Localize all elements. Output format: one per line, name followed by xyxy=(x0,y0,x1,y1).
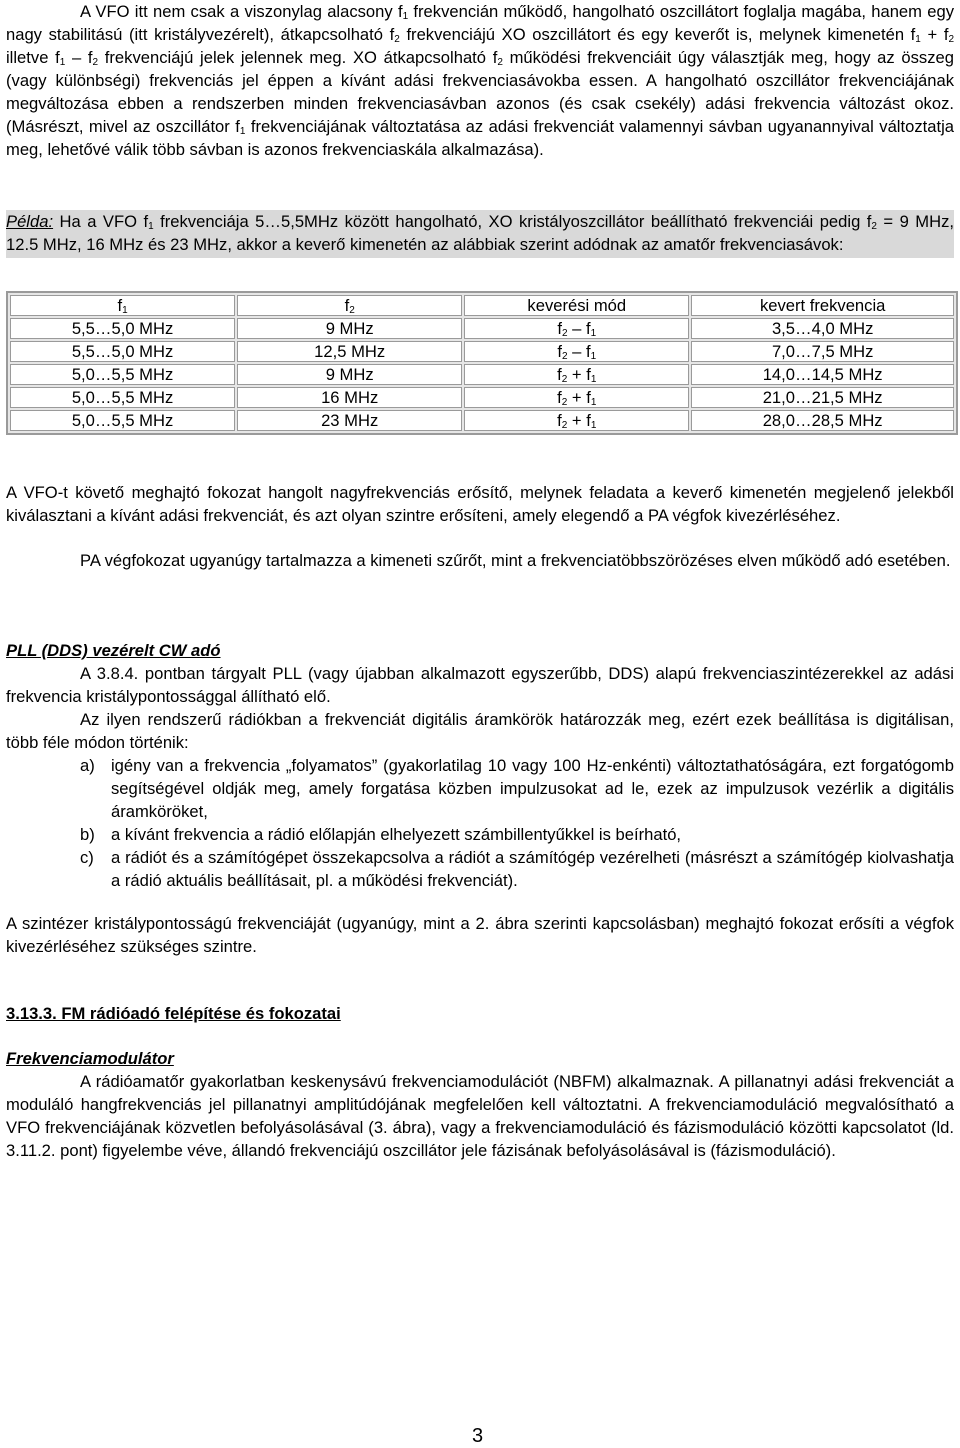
cell-mode: $f_2 + f_1$ xyxy=(464,364,689,385)
cell-f1: 5,0…5,5 MHz xyxy=(10,364,235,385)
frequency-table xyxy=(6,291,958,435)
table-row xyxy=(10,387,954,408)
list-item xyxy=(6,754,954,823)
cell-f2: 9 MHz xyxy=(237,364,462,385)
list-item-text: a kívánt frekvencia a rádió előlapján elhelyezett számbillentyűkkel is beírható, xyxy=(111,825,682,844)
cell-mode: $f_2 + f_1$ xyxy=(464,410,689,431)
pll-heading: PLL (DDS) vezérelt CW adó xyxy=(6,641,221,660)
list-item-text: a rádiót és a számítógépet összekapcsolva a rádiót a számítógép vezérelheti (másrészt a számítógép kiolvashatja a rádió aktuális beállításait, pl. a működési frekvenciát). xyxy=(111,848,954,890)
synthesizer-paragraph: A szintézer kristálypontosságú frekvenciáját (ugyanúgy, mint a 2. ábra szerinti kapcsolásban) meghajtó fokozat erősíti a végfok kivezérléséhez szükséges szintre. xyxy=(6,914,954,956)
cell-result: 7,0…7,5 MHz xyxy=(691,341,954,362)
example-paragraph: Példa: Ha a VFO $f_1$ frekvenciája 5…5,5MHz között hangolható, XO kristályoszcillátor beállítható frekvenciái pedig $f_2 = 9$ MHz, 12.5 MHz, 16 MHz és 23 MHz, akkor a keverő kimenetén az alábbiak szerint adódnak az amatőr frekvenciasávok: xyxy=(6,210,954,258)
header-f2: $f_2$ xyxy=(237,295,462,316)
header-f1: $f_1$ xyxy=(10,295,235,316)
intro-paragraph: A VFO itt nem csak a viszonylag alacsony $f_1$ frekvencián működő, hangolható oszcillátort foglalja magába, hanem egy nagy stabilitású (itt kristályvezérelt), átkapcsolható $f_2$ frekvenciájú XO oszcillátort és egy keverőt is, melynek kimenetén $f_1 + f_2$ illetve $f_1 - f_2$ frekvenciájú jelek jelennek meg. XO átkapcsolható $f_2$ működési frekvenciáit úgy választják meg, hogy az összeg (vagy különbségi) frekvenciás jel éppen a kívánt adási frekvenciasávokba essen. A hangolható oszcillátor frekvenciájának megváltozása ebben a rendszerben minden frekvenciasávban azonos (és csak csekély) adási frekvencia változást okoz. (Másrészt, mivel az oszcillátor $f_1$ frekvenciájának változtatása az adási frekvenciát valamennyi sávban ugyanannyival változtatja meg, lehetővé válik több sávban is azonos frekvenciaskála alkalmazása). xyxy=(6,2,954,159)
cell-f2: 23 MHz xyxy=(237,410,462,431)
cell-f1: 5,0…5,5 MHz xyxy=(10,387,235,408)
table-row xyxy=(10,318,954,339)
table-row xyxy=(10,410,954,431)
list-item-label: c) xyxy=(80,848,94,867)
cell-f2: 16 MHz xyxy=(237,387,462,408)
pll-paragraph-2: Az ilyen rendszerű rádiókban a frekvenciát digitális áramkörök határozzák meg, ezért ezek beállítása is digitálisan, több féle módon történik: xyxy=(6,710,954,752)
cell-mode: $f_2 - f_1$ xyxy=(464,341,689,362)
pll-paragraph-1: A 3.8.4. pontban tárgyalt PLL (vagy újabban alkalmazott egyszerűbb, DDS) alapú frekvenciaszintézerekkel az adási frekvencia kristálypontossággal állítható elő. xyxy=(6,664,954,706)
fm-subheading: Frekvenciamodulátor xyxy=(6,1049,174,1068)
cell-f2: 12,5 MHz xyxy=(237,341,462,362)
fm-section-heading: 3.13.3. FM rádióadó felépítése és fokozatai xyxy=(6,1004,341,1023)
list-item xyxy=(6,823,954,846)
list-item-label: b) xyxy=(80,825,95,844)
driver-paragraph: A VFO-t követő meghajtó fokozat hangolt nagyfrekvenciás erősítő, melynek feladata a keverő kimenetén megjelenő jelekből kiválasztani a kívánt adási frekvenciát, és azt olyan szintre erősíteni, amely elegendő a PA végfok kivezérléséhez. xyxy=(6,483,954,525)
cell-mode: $f_2 + f_1$ xyxy=(464,387,689,408)
cell-result: 14,0…14,5 MHz xyxy=(691,364,954,385)
fm-paragraph: A rádióamatőr gyakorlatban keskenysávú frekvenciamodulációt (NBFM) alkalmaznak. A pillanatnyi adási frekvenciát a moduláló hangfrekvenciás jel pillanatnyi amplitúdójának megfelelően kell változtatni. A frekvenciamoduláció megvalósítható a VFO frekvenciájának közvetlen befolyásolásával (3. ábra), vagy a frekvenciamoduláció és fázismoduláció közötti kapcsolatot (ld. 3.11.2. pont) figyelembe véve, állandó frekvenciájú oszcillátor jele fázisának befolyásolásával is (fázismoduláció). xyxy=(6,1072,954,1160)
pa-paragraph: PA végfokozat ugyanúgy tartalmazza a kimeneti szűrőt, mint a frekvenciatöbbszörözéses elven működő adó esetében. xyxy=(80,551,951,570)
table-row xyxy=(10,341,954,362)
cell-mode: $f_2 - f_1$ xyxy=(464,318,689,339)
page-number: 3 xyxy=(472,1425,484,1447)
cell-result: 28,0…28,5 MHz xyxy=(691,410,954,431)
header-mixed-frequency: kevert frekvencia xyxy=(691,295,954,316)
cell-result: 3,5…4,0 MHz xyxy=(691,318,954,339)
cell-f1: 5,5…5,0 MHz xyxy=(10,318,235,339)
header-mixing-mode: keverési mód xyxy=(464,295,689,316)
list-item-text: igény van a frekvencia „folyamatos” (gyakorlatilag 10 vagy 100 Hz-enkénti) változtathatóságára, ezt forgatógomb segítségével oldják meg, amely forgatása közben impulzusokat ad le, ezek az impulzusok vezérlik a digitális áramköröket, xyxy=(111,756,954,821)
list-item-label: a) xyxy=(80,756,95,775)
example-label: Példa: xyxy=(6,212,54,231)
cell-f1: 5,0…5,5 MHz xyxy=(10,410,235,431)
list-item xyxy=(6,846,954,892)
cell-f1: 5,5…5,0 MHz xyxy=(10,341,235,362)
table-header-row xyxy=(10,295,954,316)
table-row xyxy=(10,364,954,385)
cell-result: 21,0…21,5 MHz xyxy=(691,387,954,408)
cell-f2: 9 MHz xyxy=(237,318,462,339)
pll-options-list xyxy=(6,754,954,892)
